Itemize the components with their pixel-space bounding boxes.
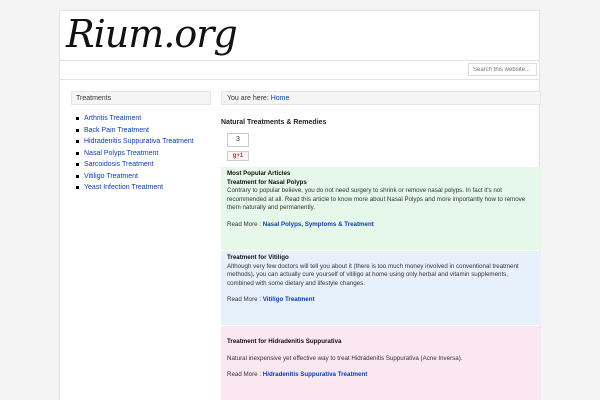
gplus-button[interactable]: g+1 — [227, 151, 249, 161]
article-panel-hidradenitis — [221, 326, 541, 400]
sidebar-link-vitiligo[interactable]: Vitiligo Treatment — [84, 172, 138, 180]
read-more-link-nasal-polyps[interactable]: Nasal Polyps, Symptoms & Treatment — [262, 220, 374, 228]
breadcrumb-prefix: You are here: — [227, 95, 271, 102]
popular-articles-heading: Most Popular Articles — [227, 170, 291, 177]
read-more-row — [227, 296, 535, 305]
article-text: Natural inexpensive yet effective way to treat Hidradenitis Suppurativa (Acne Inversa). — [227, 354, 463, 362]
article-title: Treatment for Nasal Polyps — [227, 178, 307, 186]
sidebar-link-yeast-infection[interactable]: Yeast Infection Treatment — [84, 184, 164, 191]
sidebar-link-arthritis[interactable]: Arthritis Treatment — [84, 115, 142, 122]
sidebar-item — [76, 159, 194, 171]
sidebar-item — [76, 125, 194, 137]
article-panel-nasal-polyps — [221, 167, 541, 250]
page-title: Natural Treatments & Remedies — [221, 119, 327, 126]
content-area — [59, 80, 540, 400]
sidebar-list — [76, 113, 194, 194]
article-panel-vitiligo — [221, 251, 541, 325]
sidebar-item — [76, 148, 194, 160]
sidebar-item — [76, 136, 194, 148]
read-more-link-hidradenitis[interactable]: Hidradenitis Suppurativa Treatment — [262, 371, 368, 379]
sidebar-link-back-pain[interactable]: Back Pain Treatment — [84, 126, 149, 134]
nav-bar — [59, 61, 540, 80]
sidebar-link-hidradenitis[interactable]: Hidradenitis Suppurativa Treatment — [84, 138, 194, 145]
read-more-label: Read More : — [227, 220, 263, 228]
sidebar-item — [76, 171, 194, 183]
read-more-row — [227, 371, 535, 380]
site-header — [59, 10, 540, 61]
article-title: Treatment for Hidradenitis Suppurativa — [227, 338, 342, 345]
article-text: Although very few doctors will tell you about it (there is too much money involved in conventional treatment methods), you can actually cure yourself of vitiligo at home using only herbal and vitamin supplements, combined with some dietary and lifestyle changes. — [227, 262, 519, 287]
breadcrumb-home-link[interactable]: Home — [270, 95, 290, 102]
sidebar-item — [76, 113, 194, 125]
sidebar-widget-title: Treatments — [71, 91, 211, 105]
sidebar-link-nasal-polyps[interactable]: Nasal Polyps Treatment — [84, 149, 159, 157]
sidebar-link-sarcoidosis[interactable]: Sarcoidosis Treatment — [84, 161, 154, 168]
article-title: Treatment for Vitiligo — [227, 254, 289, 261]
share-count: 3 — [227, 133, 249, 147]
sidebar-item — [76, 182, 194, 194]
read-more-row — [227, 221, 535, 230]
search-input[interactable] — [468, 63, 537, 76]
breadcrumb — [221, 91, 541, 105]
article-text: Contrary to popular believe, you do not need surgery to shrink or remove nasal polyps. In fact it's not recommended at all. Read this article to know more about Nasal Polyps and more importantly how to remove them naturally and permanently. — [227, 187, 526, 212]
read-more-label: Read More : — [227, 296, 263, 304]
read-more-link-vitiligo[interactable]: Vitiligo Treatment — [262, 296, 315, 304]
read-more-label: Read More : — [227, 371, 263, 379]
site-logo[interactable]: Rium.org — [66, 12, 237, 56]
